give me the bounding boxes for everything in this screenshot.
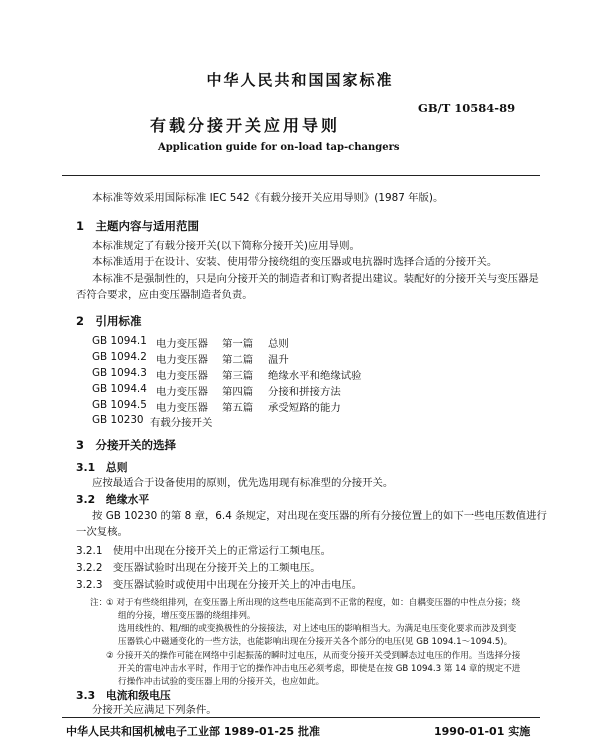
note-1-line1: ① 对于有些绕组排列，在变压器上所出现的这些电压能高到不正常的程度，如：自耦变压器的中性点分接；绕 [106, 598, 521, 608]
clause-3-2-1: 3.2.1 使用中出现在分接开关上的正常运行工频电压。 [76, 545, 332, 557]
english-title: Application guide for on-load tap-changers [158, 142, 400, 153]
note-label: 注： [90, 598, 108, 608]
clause-3-2-2: 3.2.2 变压器试验时出现在分接开关上的工频电压。 [76, 562, 321, 574]
section-3-2-heading: 3.2 绝缘水平 [76, 493, 150, 506]
note-1-line3: 选用线性的、粗/细的或变换极性的分接接法，对上述电压的影响相当大。为满足电压变化要求而涉及到变 [118, 624, 517, 634]
standard-series-cell: 有载分接开关 [150, 417, 213, 429]
effective-date: 1990-01-01 实施 [434, 725, 531, 738]
clause-3-2-3: 3.2.3 变压器试验时或使用中出现在分接开关上的冲击电压。 [76, 579, 363, 591]
section-1-heading: 1 主题内容与适用范围 [76, 219, 200, 233]
section-1-p1: 本标准规定了有载分接开关(以下简称分接开关)应用导则。 [92, 240, 360, 252]
section-2-heading: 2 引用标准 [76, 314, 142, 328]
national-standard-heading: 中华人民共和国国家标准 [206, 71, 394, 89]
standard-code-cell: GB 1094.5 [92, 399, 147, 411]
standard-part-cell: 第一篇 [222, 338, 254, 350]
intro-paragraph: 本标准等效采用国际标准 IEC 542《有载分接开关应用导则》(1987 年版)。 [92, 192, 444, 204]
standard-part-cell: 第五篇 [222, 402, 254, 414]
note-2-line3: 行操作冲击试验的变压器上用的分接开关，也应如此。 [118, 677, 325, 687]
standard-subject-cell: 总则 [268, 338, 289, 350]
section-3-2-text-line1: 按 GB 10230 的第 8 章，6.4 条规定，对出现在变压器的所有分接位置上的如下一些电压数值进行 [92, 510, 547, 522]
standard-code-cell: GB 10230 [92, 414, 144, 426]
standard-series-cell: 电力变压器 [156, 370, 208, 382]
section-3-2-text-line2: 一次复核。 [76, 526, 128, 538]
section-3-1-text: 应按最适合于设备使用的原则，优先选用现有标准型的分接开关。 [92, 477, 394, 489]
standard-part-cell: 第三篇 [222, 370, 254, 382]
standard-subject-cell: 绝缘水平和绝缘试验 [268, 370, 362, 382]
standard-code-cell: GB 1094.3 [92, 367, 147, 379]
section-1-p3-line2: 否符合要求，应由变压器制造者负责。 [76, 289, 253, 301]
footer-divider [62, 717, 540, 718]
standard-code-cell: GB 1094.4 [92, 383, 147, 395]
header-divider [62, 175, 540, 176]
standard-series-cell: 电力变压器 [156, 354, 208, 366]
standard-code: GB/T 10584-89 [418, 101, 516, 115]
note-2-line1: ② 分接开关的操作可能在网络中引起振荡的瞬时过电压，从而变分接开关受到瞬态过电压的作用。当选择分接 [106, 651, 521, 661]
note-1-line2: 组的分接，增压变压器的绕组排列。 [118, 611, 256, 621]
section-3-1-heading: 3.1 总则 [76, 461, 128, 474]
standard-series-cell: 电力变压器 [156, 386, 208, 398]
standard-series-cell: 电力变压器 [156, 338, 208, 350]
section-1-p2: 本标准适用于在设计、安装、使用带分接绕组的变压器或电抗器时选择合适的分接开关。 [92, 256, 498, 268]
standard-subject-cell: 承受短路的能力 [268, 402, 341, 414]
standard-code-cell: GB 1094.1 [92, 335, 147, 347]
note-1-line4: 压器铁心中磁通变化的一些方法，也能影响出现在分接开关各个部分的电压(见 GB 1094.1～1094.5)。 [118, 637, 513, 647]
standard-subject-cell: 分接和拼接方法 [268, 386, 341, 398]
standard-series-cell: 电力变压器 [156, 402, 208, 414]
standard-subject-cell: 温升 [268, 354, 289, 366]
approval-info: 中华人民共和国机械电子工业部 1989-01-25 批准 [66, 725, 321, 738]
standard-part-cell: 第四篇 [222, 386, 254, 398]
section-3-3-heading: 3.3 电流和级电压 [76, 689, 171, 702]
standard-code-cell: GB 1094.2 [92, 351, 147, 363]
section-3-3-text: 分接开关应满足下列条件。 [92, 704, 217, 716]
section-1-p3-line1: 本标准不是强制性的，只是向分接开关的制造者和订购者提出建议。装配好的分接开关与变压器是 [92, 273, 539, 285]
note-2-line2: 开关的雷电冲击水平时，作用于它的操作冲击电压必须考虑，即使是在按 GB 1094.3 第 14 章的规定不进 [118, 664, 521, 674]
section-3-heading: 3 分接开关的选择 [76, 438, 177, 452]
standard-part-cell: 第二篇 [222, 354, 254, 366]
document-title: 有载分接开关应用导则 [150, 116, 341, 135]
